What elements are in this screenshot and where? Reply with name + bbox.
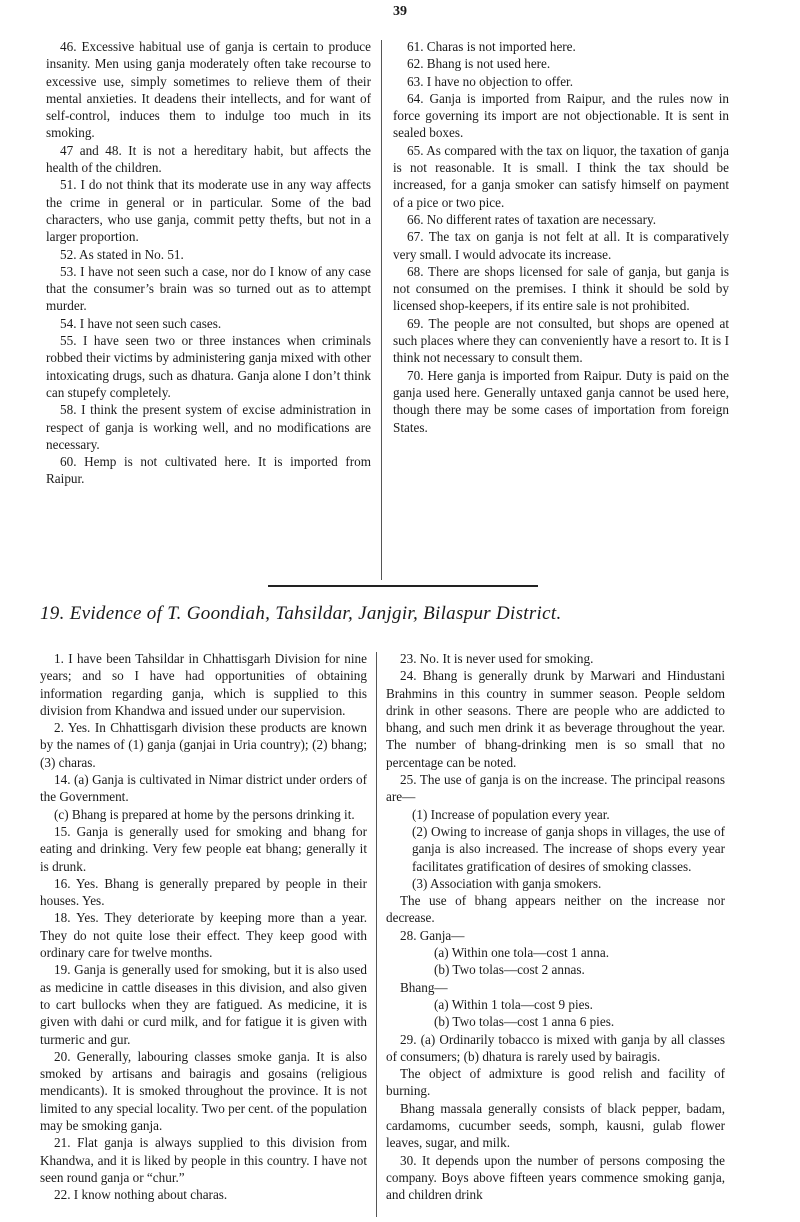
paragraph: (2) Owing to increase of ganja shops in villages, the use of ganja is also increased. The increase of shops every year facilitates gratification of desires of smoking classes. — [412, 823, 725, 874]
paragraph: 14. (a) Ganja is cultivated in Nimar district under orders of the Government. — [40, 772, 367, 805]
paragraph: 1. I have been Tahsildar in Chhattisgarh Division for nine years; and so I have had opportunities of obtaining information regarding ganja, which is supplied to this division from Khandwa and issued under our supervision. — [40, 651, 367, 718]
column-divider-top — [381, 40, 382, 580]
paragraph: Bhang massala generally consists of black pepper, badam, cardamoms, cucumber seeds, somph, kausni, gulab flower leaves, sugar, and milk. — [386, 1100, 725, 1151]
paragraph: 47 and 48. It is not a hereditary habit, but affects the health of the children. — [46, 142, 371, 176]
paragraph: (a) Within one tola—cost 1 anna. — [434, 945, 610, 961]
paragraph: 67. The tax on ganja is not felt at all. It is comparatively very small. I would advocate its increase. — [393, 229, 729, 262]
paragraph: 66. No different rates of taxation are necessary. — [407, 211, 656, 227]
paragraph: 15. Ganja is generally used for smoking and bhang for eating and drinking. Very few people eat bhang; generally it is drunk. — [40, 823, 367, 874]
paragraph: 2. Yes. In Chhattisgarh division these products are known by the names of (1) ganja (ganjai in Uria country); (2) bhang; (3) charas. — [40, 720, 367, 770]
paragraph: 21. Flat ganja is always supplied to this division from Khandwa, and it is liked by people in this country. I have not seen round ganja or “chur.” — [40, 1135, 367, 1185]
paragraph: (b) Two tolas—cost 2 annas. — [434, 962, 585, 978]
paragraph: 16. Yes. Bhang is generally prepared by people in their houses. Yes. — [40, 875, 367, 909]
paragraph: 30. It depends upon the number of persons composing the company. Boys above fifteen years commence smoking ganja, and children drink — [386, 1152, 725, 1203]
paragraph: 18. Yes. They deteriorate by keeping more than a year. They do not quite lose their effect. They keep good with ordinary care for twelve months. — [40, 910, 367, 961]
paragraph: (3) Association with ganja smokers. — [412, 875, 602, 891]
paragraph: Bhang— — [400, 979, 448, 995]
paragraph: The use of bhang appears neither on the increase nor decrease. — [386, 893, 725, 926]
paragraph: (a) Within 1 tola—cost 9 pies. — [434, 996, 593, 1012]
column-divider-bottom — [376, 652, 377, 1217]
paragraph: 19. Ganja is generally used for smoking, but it is also used as medicine in cattle diseases in this division, and also given to cart bullocks when they are fatigued. As medicine, it is given with dahi or curd milk, and for fatigue it is given with turmeric and gur. — [40, 962, 367, 1047]
paragraph: 62. Bhang is not used here. — [407, 56, 551, 72]
paragraph: 23. No. It is never used for smoking. — [400, 651, 594, 666]
paragraph: 68. There are shops licensed for sale of ganja, but ganja is not consumed on the premises. I think it should be sold by licensed shop-keepers, if its entire sale is not prohibited. — [393, 263, 729, 314]
bottom-left-column — [40, 650, 367, 1204]
paragraph: 54. I have not seen such cases. — [60, 315, 222, 331]
top-left-column — [46, 38, 371, 488]
bottom-right-column — [386, 650, 725, 1204]
paragraph: The object of admixture is good relish and facility of burning. — [386, 1066, 725, 1099]
paragraph: 63. I have no objection to offer. — [407, 73, 574, 89]
paragraph: (1) Increase of population every year. — [412, 806, 610, 822]
paragraph: 64. Ganja is imported from Raipur, and the rules now in force governing its import are not objectionable. It is sent in sealed boxes. — [393, 90, 729, 141]
paragraph: 22. I know nothing about charas. — [54, 1187, 228, 1203]
paragraph: 28. Ganja— — [400, 927, 465, 943]
paragraph: 60. Hemp is not cultivated here. It is imported from Raipur. — [46, 454, 371, 487]
paragraph: 58. I think the present system of excise administration in respect of ganja is working well, and no modifications are necessary. — [46, 402, 371, 452]
section-heading: 19. Evidence of T. Goondiah, Tahsildar, Janjgir, Bilaspur District. — [40, 603, 562, 624]
paragraph: (c) Bhang is prepared at home by the persons drinking it. — [54, 806, 355, 822]
paragraph: (b) Two tolas—cost 1 anna 6 pies. — [434, 1014, 615, 1030]
paragraph: 25. The use of ganja is on the increase. The principal reasons are— — [386, 772, 725, 805]
paragraph: 69. The people are not consulted, but shops are opened at such places where they can conveniently have a resort to. It is I think not necessary to consult them. — [393, 315, 729, 366]
paragraph: 24. Bhang is generally drunk by Marwari and Hindustani Brahmins in this country in summer season. People seldom drink in other seasons. There are people who are addicted to bhang, and such men drink it as beverage throughout the year. The number of bhang-drinking men is so small that no percentage can be noted. — [386, 668, 725, 770]
top-right-column — [393, 38, 729, 436]
paragraph: 70. Here ganja is imported from Raipur. Duty is paid on the ganja used here. Generally untaxed ganja cannot be used here, though there may be some cases of importation from foreign States. — [393, 367, 729, 435]
page-number: 39 — [393, 4, 407, 19]
section-divider — [268, 585, 538, 587]
paragraph: 46. Excessive habitual use of ganja is certain to produce insanity. Men using ganja moderately often take recourse to excessive use, simply sometimes to relieve them of their mental anxieties. It deadens their intellects, and for want of self-control, induces them to indulge too much in its smoking. — [46, 39, 371, 141]
paragraph: 51. I do not think that its moderate use in any way affects the crime in general or in particular. Some of the bad characters, who use ganja, commit petty thefts, but not in a larger proportion. — [46, 177, 371, 245]
paragraph: 61. Charas is not imported here. — [407, 39, 576, 54]
paragraph: 52. As stated in No. 51. — [60, 246, 184, 262]
paragraph: 29. (a) Ordinarily tobacco is mixed with ganja by all classes of consumers; (b) dhatura is rarely used by bairagis. — [386, 1031, 725, 1064]
paragraph: 55. I have seen two or three instances when criminals robbed their victims by administering ganja mixed with other intoxicating drugs, such as dhatura. Ganja alone I don’t think can stupefy completely. — [46, 333, 371, 400]
paragraph: 53. I have not seen such a case, nor do I know of any case that the consumer’s brain was so turned out as to attempt murder. — [46, 263, 371, 314]
paragraph: 65. As compared with the tax on liquor, the taxation of ganja is not reasonable. It is small. I think the tax should be increased, for a ganja smoker can satisfy himself on payment of a pice or two pice. — [393, 142, 729, 210]
paragraph: 20. Generally, labouring classes smoke ganja. It is also smoked by artisans and bairagis and gosains (religious mendicants). It is smoked throughout the province. It is not limited to any special locality. Two per cent. of the population may be smoking ganja. — [40, 1048, 367, 1134]
